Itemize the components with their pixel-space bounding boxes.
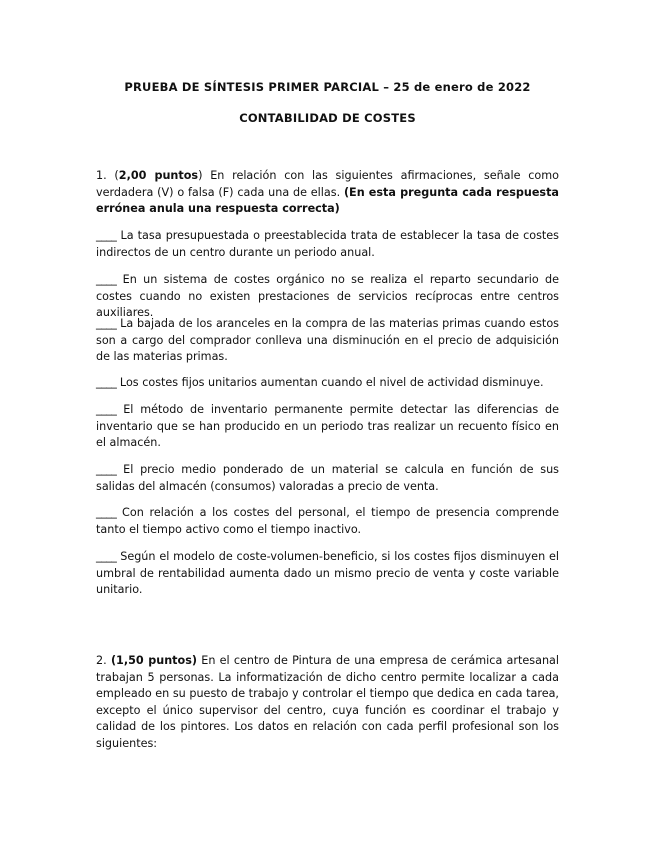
true-false-item [96, 375, 559, 392]
true-false-item [96, 549, 559, 599]
item-text: El precio medio ponderado de un material se calcula en función de sus salidas del almacén (consumos) valoradas a precio de venta. [96, 463, 559, 493]
item-text: Según el modelo de coste-volumen-beneficio, si los costes fijos disminuyen el umbral de rentabilidad aumenta dado un mismo precio de venta y coste variable unitario. [96, 550, 559, 597]
question-note: (En esta pregunta cada respuesta errónea anula una respuesta correcta) [96, 185, 559, 216]
question-number: 1. ( [96, 169, 119, 182]
answer-blank[interactable]: ____ [96, 403, 117, 416]
item-text: Los costes fijos unitarios aumentan cuando el nivel de actividad disminuye. [116, 376, 544, 389]
question-number: 2. [96, 654, 111, 667]
answer-blank[interactable]: ____ [96, 376, 117, 389]
true-false-item [96, 505, 559, 538]
question-text: En el centro de Pintura de una empresa de cerámica artesanal trabajan 5 personas. La informatización de dicho centro permite localizar a cada empleado en su puesto de trabajo y controlar el tiempo que dedica en cada tarea, excepto el único supervisor del centro, cuya función es coordinar el trabajo y calidad de los pintores. Los datos en relación con cada perfil profesional son los siguientes: [96, 654, 560, 750]
true-false-item [96, 402, 559, 452]
exam-title: PRUEBA DE SÍNTESIS PRIMER PARCIAL – 25 de enero de 2022 [124, 80, 531, 94]
answer-blank[interactable]: ____ [96, 506, 117, 519]
item-text: La tasa presupuestada o preestablecida trata de establecer la tasa de costes indirectos de un centro durante un periodo anual. [96, 229, 559, 259]
item-text: En un sistema de costes orgánico no se realiza el reparto secundario de costes cuando no existen prestaciones de servicios recíprocas entre centros auxiliares. [96, 273, 559, 320]
item-text: Con relación a los costes del personal, el tiempo de presencia comprende tanto el tiempo activo como el tiempo inactivo. [96, 506, 559, 536]
answer-blank[interactable]: ____ [96, 229, 117, 242]
true-false-item [96, 316, 559, 366]
question-text: ) En relación con las siguientes afirmaciones, señale como verdadera (V) o falsa (F) cada una de ellas. [96, 169, 559, 199]
true-false-item [96, 462, 559, 495]
subject-title: CONTABILIDAD DE COSTES [239, 111, 416, 125]
item-text: La bajada de los aranceles en la compra de las materias primas cuando estos son a cargo del comprador conlleva una disminución en el precio de adquisición de las materias primas. [96, 317, 559, 364]
answer-blank[interactable]: ____ [96, 550, 117, 563]
true-false-item [96, 272, 559, 322]
question-1-statement [96, 168, 559, 218]
question-2-statement [96, 653, 559, 753]
answer-blank[interactable]: ____ [96, 273, 117, 286]
true-false-item [96, 228, 559, 261]
question-points: 2,00 puntos [118, 169, 199, 182]
question-points: (1,50 puntos) [110, 654, 197, 667]
answer-blank[interactable]: ____ [96, 463, 117, 476]
item-text: El método de inventario permanente permite detectar las diferencias de inventario que se han producido en un periodo tras realizar un recuento físico en el almacén. [96, 403, 559, 450]
answer-blank[interactable]: ____ [96, 317, 117, 330]
